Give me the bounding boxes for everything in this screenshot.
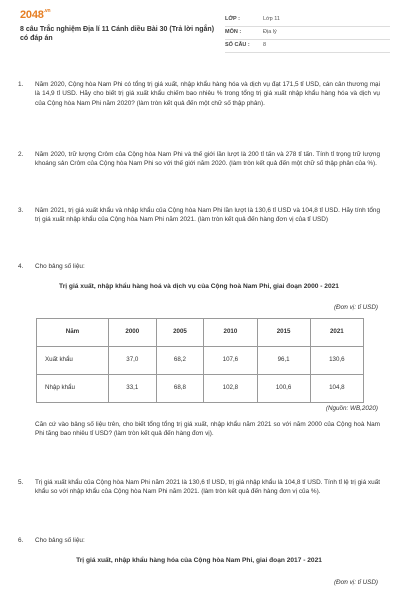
table-cell: 100,6 [257, 375, 310, 403]
column-header: 2000 [108, 319, 156, 347]
table-6-unit: (Đơn vị: tỉ USD) [333, 579, 378, 586]
table-cell: 37,0 [108, 347, 156, 375]
table-cell: 107,6 [204, 347, 257, 375]
question-text: Cho bảng số liệu: [35, 263, 85, 270]
table-6-title: Trị giá xuất, nhập khẩu hàng hóa của Cộng hòa Nam Phi, giai đoạn 2017 - 2021 [76, 557, 322, 564]
site-logo[interactable] [20, 8, 50, 24]
question-text: Năm 2021, trị giá xuất khẩu và nhập khẩu của Cộng hòa Nam Phi lần lượt là 130,6 tỉ USD và 104,8 tỉ USD. Hãy tính tổng trị giá xuất nhập khẩu của Cộng hòa Nam Phi năm 2021. (làm tròn kết quả đến hàng đơn vị của tỉ USD) [35, 207, 380, 224]
question-number: 3. [18, 207, 24, 214]
meta-row-class [225, 14, 390, 27]
meta-key: LỚP : [225, 16, 240, 23]
column-header: 2005 [156, 319, 204, 347]
table-cell: 96,1 [257, 347, 310, 375]
table-header-row [37, 319, 364, 347]
question-number: 5. [18, 479, 24, 486]
table-row [37, 375, 364, 403]
table-cell: 102,8 [204, 375, 257, 403]
meta-row-subject [225, 27, 390, 40]
column-header: 2010 [204, 319, 257, 347]
logo-suffix: .vn [43, 8, 51, 14]
question-number: 1. [18, 81, 24, 88]
table-cell: 68,2 [156, 347, 204, 375]
meta-info [225, 14, 390, 53]
table-cell: 104,8 [310, 375, 363, 403]
document-title: 8 câu Trắc nghiệm Địa lí 11 Cánh diều Bài 30 (Trả lời ngắn) có đáp án [20, 26, 215, 43]
meta-row-count [225, 40, 390, 53]
logo-text: 2048 [20, 9, 44, 21]
table-4-title: Trị giá xuất, nhập khẩu hàng hoá và dịch vụ của Cộng hoà Nam Phi, giai đoạn 2000 - 2021 [59, 283, 339, 290]
meta-key: MÔN : [225, 29, 242, 36]
table-row [37, 347, 364, 375]
meta-value: 8 [263, 42, 267, 49]
question-text: Căn cứ vào bảng số liệu trên, cho biết tổng tổng trị giá xuất, nhập khẩu năm 2021 so với năm 2000 của Cộng hoà Nam Phi tăng bao nhiêu tỉ USD? (làm tròn kết quả đến hàng đơn vị). [35, 421, 380, 438]
question-number: 4. [18, 263, 24, 270]
meta-value: Lớp 11 [263, 16, 280, 23]
question-text: Năm 2020, Cộng hòa Nam Phi có tổng trị giá xuất, nhập khẩu hàng hóa và dịch vụ đạt 171,5 tỉ USD, cán cân thương mại là 14,9 tỉ USD. Hãy cho biết trị giá xuất khẩu chiếm bao nhiêu % trong tổng trị giá xuất nhập khẩu hàng hóa và dịch vụ của Cộng hòa Nam Phi năm 2020? (làm tròn kết quả đến một chữ số thập phân). [35, 81, 380, 107]
meta-value: Địa lý [263, 29, 277, 36]
table-4-source: (Nguồn: WB,2020) [325, 405, 378, 412]
table-4-unit: (Đơn vị: tỉ USD) [333, 304, 378, 311]
meta-key: SỐ CÂU : [225, 42, 250, 49]
table-4 [36, 318, 364, 403]
question-text: Trị giá xuất khẩu của Cộng hòa Nam Phi năm 2021 là 130,6 tỉ USD, trị giá nhập khẩu là 104,8 tỉ USD. Tính tỉ lệ trị giá xuất khẩu so với nhập khẩu của Cộng hòa Nam Phi năm 2021. (làm tròn kết quả đến hàng đơn vị của %). [35, 479, 380, 496]
row-label: Xuất khẩu [37, 347, 109, 375]
question-number: 2. [18, 151, 24, 158]
question-number: 6. [18, 537, 24, 544]
table-cell: 68,8 [156, 375, 204, 403]
column-header: 2015 [257, 319, 310, 347]
row-label: Nhập khẩu [37, 375, 109, 403]
column-header: Năm [37, 319, 109, 347]
document-header [10, 8, 390, 64]
question-text: Cho bảng số liệu: [35, 537, 85, 544]
table-cell: 33,1 [108, 375, 156, 403]
table-cell: 130,6 [310, 347, 363, 375]
question-text: Năm 2020, trữ lượng Crôm của Cộng hòa Nam Phi và thế giới lần lượt là 200 tỉ tấn và 278 tỉ tấn. Tính tỉ trọng trữ lượng khoáng sản Crôm của Cộng hòa Nam Phi so với thế giới năm 2020. (làm tròn kết quả đến một chữ số thập phân của %). [35, 151, 380, 168]
column-header: 2021 [310, 319, 363, 347]
